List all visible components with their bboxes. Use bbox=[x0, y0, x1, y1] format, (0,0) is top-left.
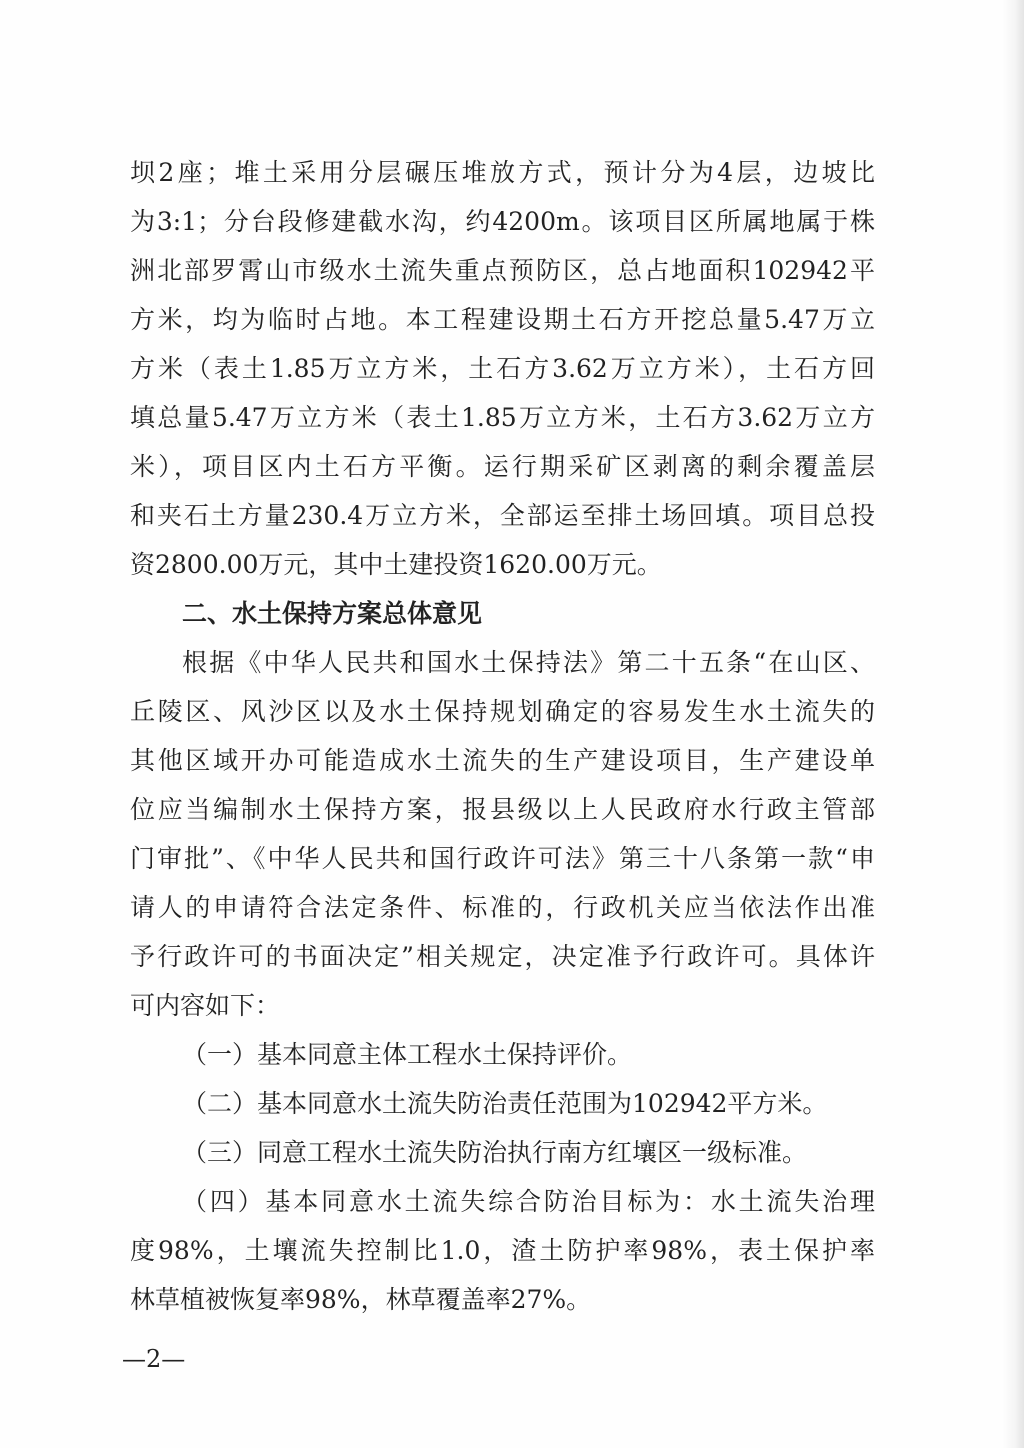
body-line: 米），项目区内土石方平衡。运行期采矿区剥离的剩余覆盖层 bbox=[130, 452, 875, 481]
paragraph-line: 予行政许可的书面决定”相关规定，决定准予行政许可。具体许 bbox=[130, 942, 875, 971]
body-line: 和夹石土方量230.4万立方米，全部运至排土场回填。项目总投 bbox=[130, 501, 875, 530]
list-item-4-line: （四）基本同意水土流失综合防治目标为：水土流失治理 bbox=[182, 1187, 875, 1216]
page-number: —2— bbox=[122, 1345, 186, 1373]
list-item-3: （三）同意工程水土流失防治执行南方红壤区一级标准。 bbox=[182, 1138, 808, 1167]
paragraph-line: 其他区域开办可能造成水土流失的生产建设项目，生产建设单 bbox=[130, 746, 875, 775]
body-line: 方米（表土1.85万立方米，土石方3.62万立方米），土石方回 bbox=[130, 354, 875, 383]
body-line: 资2800.00万元，其中土建投资1620.00万元。 bbox=[130, 550, 662, 579]
body-line: 方米，均为临时占地。本工程建设期土石方开挖总量5.47万立 bbox=[130, 305, 875, 334]
body-line: 洲北部罗霄山市级水土流失重点预防区，总占地面积102942平 bbox=[130, 256, 875, 285]
document-body bbox=[130, 148, 875, 1324]
list-item-4-line: 林草植被恢复率98%，林草覆盖率27%。 bbox=[130, 1285, 592, 1314]
paragraph-line: 位应当编制水土保持方案，报县级以上人民政府水行政主管部 bbox=[130, 795, 875, 824]
scan-edge-shadow bbox=[1002, 0, 1024, 1448]
list-item-4-line: 度98%，土壤流失控制比1.0，渣土防护率98%，表土保护率 bbox=[130, 1236, 875, 1265]
list-item-2: （二）基本同意水土流失防治责任范围为102942平方米。 bbox=[182, 1089, 828, 1118]
list-item-1: （一）基本同意主体工程水土保持评价。 bbox=[182, 1040, 633, 1069]
paragraph-line: 可内容如下： bbox=[130, 991, 281, 1020]
paragraph-line: 丘陵区、风沙区以及水土保持规划确定的容易发生水土流失的 bbox=[130, 697, 875, 726]
paragraph-line: 门审批”、《中华人民共和国行政许可法》第三十八条第一款“申 bbox=[130, 844, 875, 873]
paragraph-line: 根据《中华人民共和国水土保持法》第二十五条“在山区、 bbox=[182, 648, 875, 677]
body-line: 为3:1；分台段修建截水沟，约4200m。该项目区所属地属于株 bbox=[130, 207, 875, 236]
body-line: 填总量5.47万立方米（表土1.85万立方米，土石方3.62万立方 bbox=[130, 403, 875, 432]
section-heading: 二、水土保持方案总体意见 bbox=[182, 599, 483, 628]
body-line: 坝2座；堆土采用分层碾压堆放方式，预计分为4层，边坡比 bbox=[130, 158, 875, 187]
paragraph-line: 请人的申请符合法定条件、标准的，行政机关应当依法作出准 bbox=[130, 893, 875, 922]
